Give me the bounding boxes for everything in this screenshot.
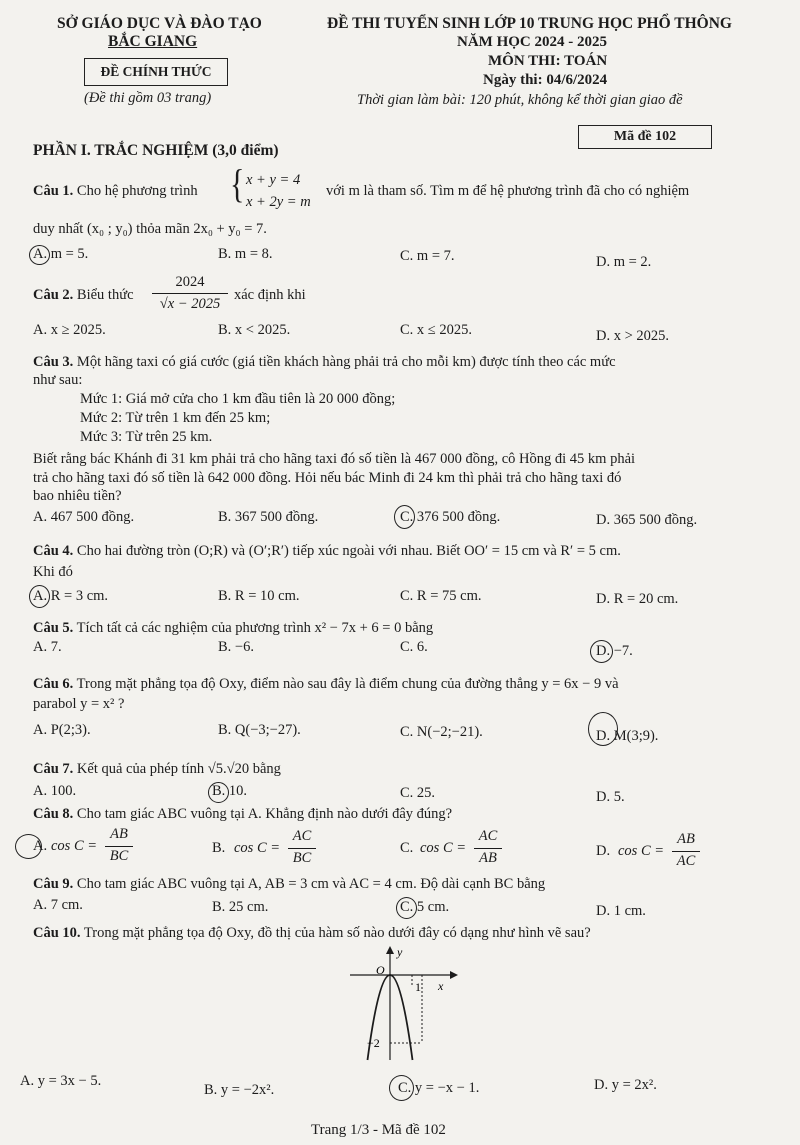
mark-circle-5D (590, 640, 613, 663)
answer-6D[interactable]: D. M(3;9). (596, 728, 659, 744)
official-exam-label: ĐỀ CHÍNH THỨC (84, 58, 228, 86)
x-tick-label: 1 (415, 980, 421, 994)
answer-10D[interactable]: D. y = 2x². (594, 1077, 657, 1093)
fare-tier-3: Mức 3: Từ trên 25 km. (80, 429, 213, 445)
answer-9D[interactable]: D. 1 cm. (596, 903, 646, 919)
question-1-text: với m là tham số. Tìm m để hệ phương trình đã cho có nghiệm (326, 183, 690, 199)
answer-10C[interactable]: C. y = −x − 1. (398, 1080, 480, 1096)
equation-2: x + 2y = m (246, 194, 311, 210)
answer-3D[interactable]: D. 365 500 đồng. (596, 512, 698, 528)
answer-9A[interactable]: A. 7 cm. (33, 897, 83, 913)
mark-circle-1A (29, 245, 50, 265)
answer-3C[interactable]: C. 376 500 đồng. (400, 509, 501, 525)
question-3-line5: bao nhiêu tiền? (33, 488, 122, 504)
question-5-line1: Câu 5. Tích tất cả các nghiệm của phương trình x² − 7x + 6 = 0 bằng (33, 620, 434, 636)
question-7-line1: Câu 7. Kết quả của phép tính √5.√20 bằng (33, 761, 281, 777)
answer-1B[interactable]: B. m = 8. (218, 246, 273, 262)
fraction-numerator: 2024 (175, 274, 205, 290)
answer-4D[interactable]: D. R = 20 cm. (596, 591, 679, 607)
mark-circle-7B (208, 782, 229, 803)
answer-6A[interactable]: A. P(2;3). (33, 722, 91, 738)
answer-2A[interactable]: A. x ≥ 2025. (33, 322, 106, 338)
question-4-line1: Câu 4. Cho hai đường tròn (O;R) và (O′;R′) tiếp xúc ngoài với nhau. Biết OO′ = 15 cm và R′ = 5 cm. (33, 543, 621, 559)
answer-1A[interactable]: A. m = 5. (33, 246, 89, 262)
page-count-note: (Đề thi gồm 03 trang) (84, 90, 212, 106)
question-1-intro: Câu 1. Cho hệ phương trình (33, 183, 198, 199)
mark-circle-3C (394, 505, 415, 529)
answer-1C[interactable]: C. m = 7. (400, 248, 455, 264)
y-tick-label: −2 (367, 1036, 380, 1050)
answer-8D[interactable]: D. cos C = AB AC (596, 843, 610, 860)
section-title: PHẦN I. TRẮC NGHIỆM (3,0 điểm) (33, 142, 279, 159)
answer-7B[interactable]: B. 10. (212, 783, 248, 799)
question-6-line2: parabol y = x² ? (33, 696, 125, 712)
x-axis-label: x (438, 979, 444, 993)
question-3-line2: như sau: (33, 372, 83, 388)
answer-2C[interactable]: C. x ≤ 2025. (400, 322, 473, 338)
parabola-graph (340, 945, 460, 1065)
y-axis-arrow (386, 946, 394, 954)
answer-4A[interactable]: A. R = 3 cm. (33, 588, 109, 604)
answer-10A[interactable]: A. y = 3x − 5. (20, 1073, 102, 1089)
question-3-line4: trả cho hãng taxi đó số tiền là 642 000 đồng. Hỏi nếu bác Minh đi 24 km thì phải trả cho hãng taxi đó (33, 470, 622, 486)
answer-10B[interactable]: B. y = −2x². (204, 1082, 275, 1098)
answer-5D[interactable]: D. −7. (596, 643, 633, 659)
page-footer: Trang 1/3 - Mã đề 102 (311, 1122, 446, 1138)
question-2-text: xác định khi (234, 287, 306, 303)
answer-6B[interactable]: B. Q(−3;−27). (218, 722, 301, 738)
answer-9C[interactable]: C. 5 cm. (400, 899, 450, 915)
province-name: BẮC GIANG (108, 33, 198, 50)
exam-subject: MÔN THI: TOÁN (488, 53, 608, 69)
answer-5A[interactable]: A. 7. (33, 639, 62, 655)
fraction-denominator: √x − 2025 (159, 296, 221, 312)
answer-7C[interactable]: C. 25. (400, 785, 436, 801)
answer-5C[interactable]: C. 6. (400, 639, 428, 655)
answer-8C[interactable]: C. cos C = AC AB (400, 840, 413, 857)
time-note: Thời gian làm bài: 120 phút, không kể thời gian giao đề (357, 92, 683, 108)
answer-1D[interactable]: D. m = 2. (596, 254, 652, 270)
answer-4B[interactable]: B. R = 10 cm. (218, 588, 300, 604)
answer-7D[interactable]: D. 5. (596, 789, 625, 805)
exam-date: Ngày thi: 04/6/2024 (483, 72, 608, 88)
answer-4C[interactable]: C. R = 75 cm. (400, 588, 482, 604)
fare-tier-2: Mức 2: Từ trên 1 km đến 25 km; (80, 410, 271, 426)
answer-2D[interactable]: D. x > 2025. (596, 328, 670, 344)
question-9-line1: Câu 9. Cho tam giác ABC vuông tại A, AB = 3 cm và AC = 4 cm. Độ dài cạnh BC bằng (33, 876, 546, 892)
question-2-intro: Câu 2. Biểu thức (33, 287, 134, 303)
answer-8B[interactable]: B. cos C = AC BC (212, 840, 225, 857)
answer-9B[interactable]: B. 25 cm. (212, 899, 269, 915)
mark-circle-9C (396, 897, 417, 919)
equation-1: x + y = 4 (246, 172, 301, 188)
question-3-line1: Câu 3. Một hãng taxi có giá cước (giá tiền khách hàng phải trả cho mỗi km) được tính theo các mức (33, 354, 616, 370)
answer-3A[interactable]: A. 467 500 đồng. (33, 509, 135, 525)
mark-circle-4A (29, 585, 50, 608)
exam-code-box: Mã đề 102 (578, 125, 712, 149)
answer-5B[interactable]: B. −6. (218, 639, 254, 655)
answer-2B[interactable]: B. x < 2025. (218, 322, 291, 338)
answer-7A[interactable]: A. 100. (33, 783, 77, 799)
fare-tier-1: Mức 1: Giá mở cửa cho 1 km đầu tiên là 20 000 đồng; (80, 391, 396, 407)
x-axis-arrow (450, 971, 458, 979)
question-6-line1: Câu 6. Trong mặt phẳng tọa độ Oxy, điểm nào sau đây là điểm chung của đường thẳng y = 6x − 9 và (33, 676, 619, 692)
exam-title: ĐỀ THI TUYỂN SINH LỚP 10 TRUNG HỌC PHỔ THÔNG (327, 15, 732, 32)
system-brace: { (230, 162, 245, 207)
question-1-condition: duy nhất (x₀ ; y₀) thỏa mãn 2x₀ + y₀ = 7. (33, 221, 267, 237)
mark-circle-6D (588, 712, 618, 746)
fraction-bar (152, 293, 228, 294)
origin-label: O (376, 963, 385, 977)
question-10-line1: Câu 10. Trong mặt phẳng tọa độ Oxy, đồ thị của hàm số nào dưới đây có dạng như hình vẽ sau? (33, 925, 591, 941)
mark-circle-8A (15, 834, 42, 859)
answer-3B[interactable]: B. 367 500 đồng. (218, 509, 319, 525)
question-3-line3: Biết rằng bác Khánh đi 31 km phải trả cho hãng taxi đó số tiền là 467 000 đồng, cô Hồng đi 45 km phải (33, 451, 636, 467)
department-name: SỞ GIÁO DỤC VÀ ĐÀO TẠO (57, 15, 262, 32)
question-8-line1: Câu 8. Cho tam giác ABC vuông tại A. Khẳng định nào dưới đây đúng? (33, 806, 453, 822)
question-4-line2: Khi đó (33, 564, 73, 580)
answer-8A[interactable]: A. cos C = AB BC (33, 838, 47, 855)
y-axis-label: y (397, 945, 403, 959)
mark-circle-10C (389, 1075, 414, 1101)
school-year: NĂM HỌC 2024 - 2025 (457, 34, 607, 50)
answer-6C[interactable]: C. N(−2;−21). (400, 724, 483, 740)
